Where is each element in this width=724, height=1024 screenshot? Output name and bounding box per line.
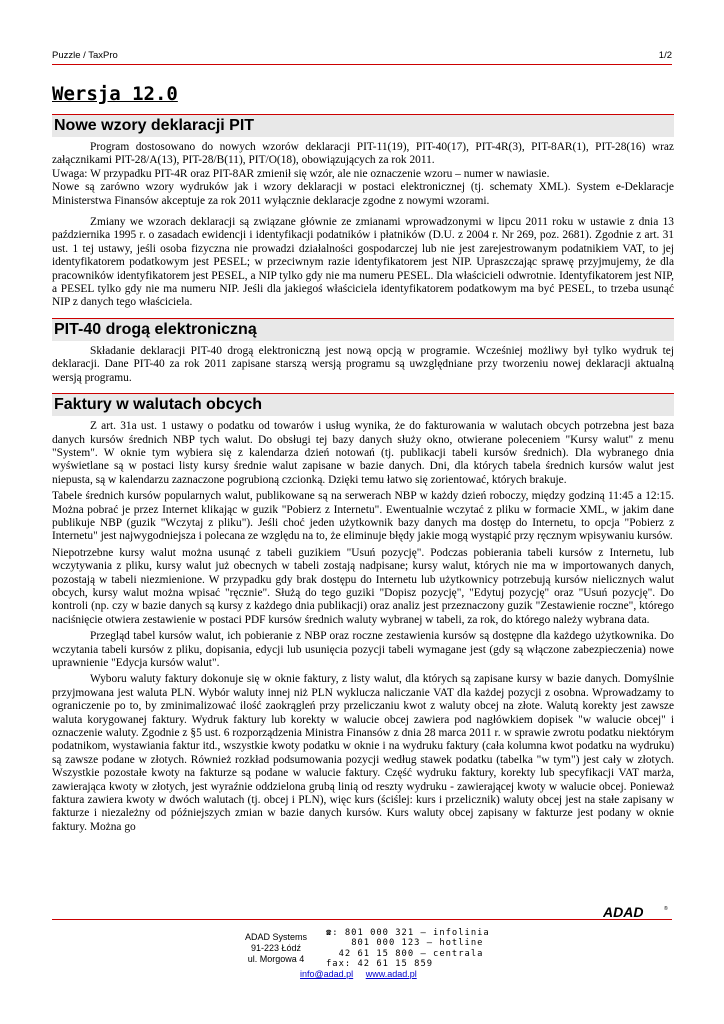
svg-text:ADAD: ADAD xyxy=(603,905,644,919)
company-city: 91-223 Łódź xyxy=(250,943,302,953)
page-header xyxy=(52,50,672,61)
paragraph: Tabele średnich kursów popularnych walut, publikowane są na serwerach NBP w każdy dzień roboczy, między godziną 11:45 a 12:15. Można pobrać je przez Internet klikając w guzik "Pobierz z Internetu". Ewentualnie wczytać z pliku w formacie XML, w jakim dane publikuje NBP (guzik "Wczytaj z pliku"). Jeśli choć jeden użytkownik bazy danych ma dostęp do Internetu, to opcja "Pobierz z Internetu" jest najwygodniejsza i polecana ze względu na to, że eliminuje błędy jakie mogą wystąpić przy ręcznym wpisywaniu kursów. xyxy=(52,490,674,543)
website-link[interactable]: www.adad.pl xyxy=(365,969,417,979)
paragraph: Wyboru waluty faktury dokonuje się w oknie faktury, z listy walut, dla których są zapisane kursy w bazie danych. Domyślnie przyjmowana jest waluta PLN. Wybór waluty innej niż PLN wyklucza naliczanie VAT dla każdej pozycji z osobna. Wprowadzamy to ograniczenie po to, by zminimalizować ilość zaokrągleń przy przeliczaniu kwot z waluty obcej na złote. Walutą korekty jest zawsze waluta korygowanej faktury. Wydruk faktury lub korekty w walucie obcej zawiera pod nagłówkiem dopisek "w walucie obcej" i oznaczenie waluty. Zgodnie z §5 ust. 6 rozporządzenia Ministra Finansów z dnia 28 marca 2011 r. w sprawie zwrotu podatku niektórym podatnikom, wystawiania faktur itd., wszystkie kwoty podatku w oknie i na wydruku faktury (cała kolumna kwot podatku na wydruku) są zawsze podane w złotych. Również rozkład podsumowania pozycji według stawek podatku (tabelka "w tym") jest cały w złotych. Wszystkie pozostałe kwoty na fakturze są podane w walucie faktury. Część wydruku faktury, korekty lub specyfikacji VAT marża, zawierająca kwoty w złotych, jest wyraźnie oddzielona grubą linią od reszty wydruku - zawierającej kwoty w walucie obcej. Ponieważ faktura zawiera kwoty w dwóch walutach (tj. obcej i PLN), więc kurs (ściślej: kurs i przelicznik) waluty obcej jest na stałe zapisany w fakturze i niezależny od późniejszych zmian w bazie danych kursów. Kurs waluty obcej zapisany w fakturze jest podany w oknie faktury. Można go xyxy=(52,673,674,833)
version-title: Wersja 12.0 xyxy=(52,83,178,105)
paragraph: Zmiany we wzorach deklaracji są związane głównie ze zmianami wprowadzonymi w lipcu 2011 roku w ustawie z dnia 13 października 1995 r. o zasadach ewidencji i identyfikacji podatników i płatników (D.U. z 2004 r. Nr 269, poz. 2681). Zgodnie z art. 31 ust. 1 tej ustawy, jeśli osoba fizyczna nie prowadzi działalności gospodarczej lub nie jest zarejestrowanym podatnikiem VAT, to jej identyfikatorem podatkowym jest PESEL; w przeciwnym razie identyfikatorem jest NIP. Upraszczając sprawę przyjmujemy, że dla pracowników identyfikatorem jest PESEL, a NIP tylko gdy nie ma numeru PESEL. Dla właścicieli odwrotnie. Identyfikatorem jest NIP, a PESEL tylko gdy nie ma numeru NIP. Jeśli dla jakiegoś właściciela identyfikatorem podatkowym ma być PESEL, to trzeba usunąć NIP z danych tego właściciela. xyxy=(52,216,674,309)
phone-hotline: 801 000 123 – hotline xyxy=(351,938,484,949)
header-product: Puzzle / TaxPro xyxy=(52,50,118,61)
header-divider xyxy=(52,64,672,65)
paragraph: Nowe są zarówno wzory wydruków jak i wzory deklaracji w postaci elektronicznej (tj. schematy XML). System e-Deklaracje Ministerstwa Finansów akceptuje za rok 2011 wyłącznie deklaracje zgodne z nowymi wzorami. xyxy=(52,181,674,207)
document-body xyxy=(52,114,674,834)
company-street: ul. Morgowa 4 xyxy=(247,954,305,964)
paragraph: Program dostosowano do nowych wzorów deklaracji PIT-11(19), PIT-40(17), PIT-4R(3), PIT-8AR(1), PIT-28(16) wraz załącznikami PIT-28/A(13), PIT-28/B(11), PIT/O(18), obowiązujących za rok 2011. xyxy=(52,141,674,167)
contact-links xyxy=(300,969,427,979)
svg-text:®: ® xyxy=(664,906,668,912)
phone-centrala: 42 61 15 800 – centrala xyxy=(338,948,484,959)
paragraph: Uwaga: W przypadku PIT-4R oraz PIT-8AR zmienił się wzór, ale nie oznaczenie wzoru – numer w nawiasie. xyxy=(52,167,550,180)
phone-icon: ☎: xyxy=(326,928,339,938)
contact-phones xyxy=(326,928,490,970)
adad-logo xyxy=(603,905,669,919)
paragraph: Przegląd tabel kursów walut, ich pobieranie z NBP oraz roczne zestawienia kursów są dostępne dla każdego użytkownika. Do wczytania tabeli kursów z pliku, dopisania, edycji lub usunięcia pozycji tabeli wymagane jest (gdy są włączone zabezpieczenia) nowe uprawnienie "Edycja kursów walut". xyxy=(52,630,674,669)
paragraph: Niepotrzebne kursy walut można usunąć z tabeli guzikiem "Usuń pozycję". Podczas pobierania tabeli kursów z Internetu, lub wczytywania z pliku, kursy walut już obecnych w tabeli zostają nadpisane; kursy walut, których nie ma w importowanych danych, pozostają w tabeli niezmienione. W przypadku gdy brak dostępu do Internetu lub użytkownicy potrzebują kursów nielicznych walut obcych, kursy walut można wpisać "ręcznie". Służą do tego guziki "Dopisz pozycję", "Edytuj pozycję" oraz "Usuń pozycję". Do kontroli (np. czy w bazie danych są kursy z każdego dnia publikacji) oraz analiz jest przeznaczony guzik "Zestawienie roczne", którego naciśnięcie otwiera zestawienie w postaci PDF kursów średnich waluty wybranej w tabeli, za rok, do którego należy wybrana data. xyxy=(52,546,674,626)
email-link[interactable]: info@adad.pl xyxy=(300,969,354,979)
phone-infolinia: 801 000 321 – infolinia xyxy=(344,928,490,938)
company-name: ADAD Systems xyxy=(244,932,307,942)
section-title-foreign-currency-invoices: Faktury w walutach obcych xyxy=(52,393,674,416)
paragraph: Z art. 31a ust. 1 ustawy o podatku od towarów i usług wynika, że do fakturowania w walutach obcych potrzebna jest baza danych kursów średnich NBP tych walut. Do obsługi tej bazy danych służy okno, otwierane poleceniem "Kursy walut" z menu "System". W oknie tym wybiera się z kalendarza dzień notowań (tj. publikacji tabeli kursów średnich). Dla wybranego dnia wyświetlane są w postaci listy kursy średnie walut zapisane w bazie danych. Dni, dla których tabela średnich kursów walut jest niepusta, są w kalendarzu zaznaczone pogrubioną czcionką. Dzięki temu łatwo się zorientować, których brakuje. xyxy=(52,420,674,486)
phone-fax: fax: 42 61 15 859 xyxy=(326,959,434,970)
company-address xyxy=(236,932,316,965)
paragraph: Składanie deklaracji PIT-40 drogą elektroniczną jest nową opcją w programie. Wcześniej możliwy był tylko wydruk tej deklaracji. Dane PIT-40 za rok 2011 zapisane starszą wersją programu są uwzględniane przy tworzeniu nowej deklaracji aktualną wersją programu. xyxy=(52,344,674,384)
section-title-pit-forms: Nowe wzory deklaracji PIT xyxy=(52,114,674,137)
page-number: 1/2 xyxy=(658,50,672,61)
footer-divider xyxy=(52,919,672,920)
section-title-pit40-electronic: PIT-40 drogą elektroniczną xyxy=(52,318,674,341)
